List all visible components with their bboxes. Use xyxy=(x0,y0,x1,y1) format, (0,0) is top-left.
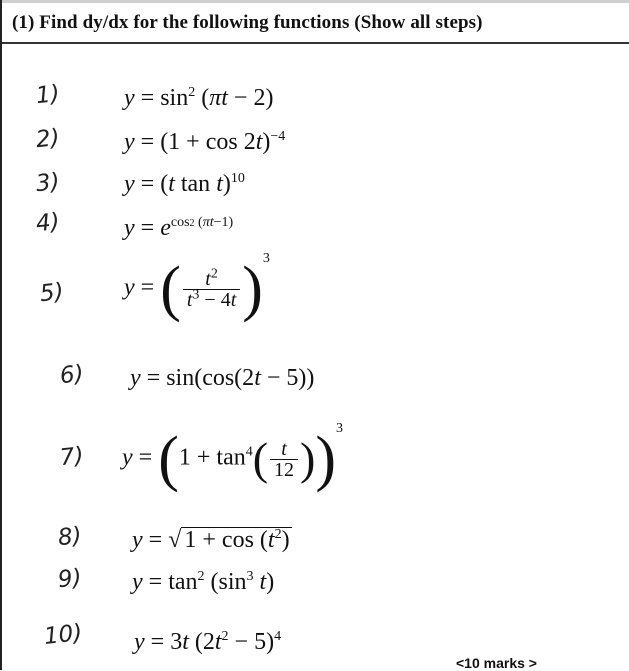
equation-3: y = (t tan t)$^{10}$ xyxy=(124,171,245,197)
problem-number-3: 3) xyxy=(34,168,61,198)
equation-7: $y = (1 + \tan^4$( $\frac{t}{12}$ ))$^3$ xyxy=(122,421,344,493)
equation-4: $y = e^{cos2 (\pi t-1)}$ xyxy=(124,215,234,241)
equation-5: y = ( $\frac{t^2}{t^3 - 4t}$ )$^3$ xyxy=(124,251,270,323)
problem-number-5: 5) xyxy=(38,278,65,308)
equation-2: $y = (1 + \cos 2t)^{-4}$ xyxy=(124,129,286,155)
problem-number-7: 7) xyxy=(58,442,85,472)
problem-number-1: 1) xyxy=(34,80,61,110)
question-title: (1) Find dy/dx for the following functions (Show all steps) xyxy=(12,12,483,33)
marks-label: <10 marks > xyxy=(456,655,537,671)
equation-1: $y = \sin^2 (\pi t - 2)$ xyxy=(124,85,274,111)
equation-9: $y = \tan^2 (\sin^3$ t) xyxy=(132,569,275,595)
question-header xyxy=(2,6,629,44)
equation-8: y = √ $1 + \cos (t^2)$ xyxy=(132,527,290,553)
problem-number-6: 6) xyxy=(58,360,85,390)
problem-number-4: 4) xyxy=(34,208,61,238)
equation-6: y = sin(cos(2t − 5)) xyxy=(130,365,315,391)
problem-number-2: 2) xyxy=(34,124,61,154)
problem-number-8: 8) xyxy=(56,522,83,552)
problem-number-10: 10) xyxy=(42,620,84,650)
equation-10: y = 3t $(2t^2 - 5)^4$ xyxy=(134,629,282,655)
top-edge xyxy=(2,0,629,3)
problem-number-9: 9) xyxy=(56,564,83,594)
